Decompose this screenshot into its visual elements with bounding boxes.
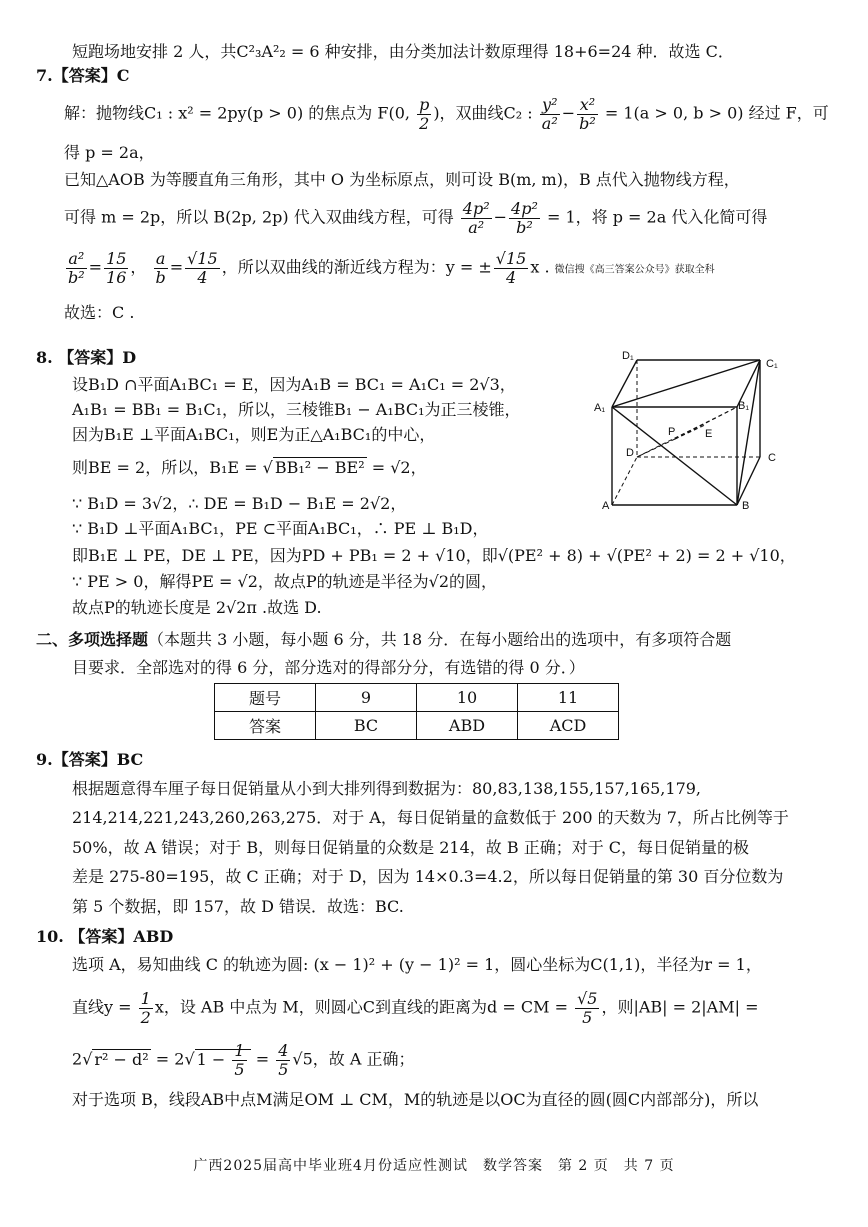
table-row [215,712,619,740]
table-cell: 题号 [215,684,316,712]
q7-line-4: 可得 m = 2p，所以 B(2p, 2p) 代入双曲线方程，可得 $\frac{\text{4p²}}{\text{a²}}$ − $\frac{\text{4p²}}{\text{b²}}$ = 1，将 p = 2a 代入化简可得 [64,199,768,237]
radical: r² − d² [94,1049,149,1069]
q8-line-7: 即B₁E ⊥ PE，DE ⊥ PE，因为PD + PB₁ = 2 + √10，即√(PE² + 8) + √(PE² + 2) = 2 + √10， [72,546,796,565]
text-seg: 可得 m = 2p，所以 B(2p, 2p) 代入双曲线方程，可得 [64,207,459,227]
table-cell: 10 [417,684,518,712]
fraction: $\frac{1}{2}$ [140,989,151,1027]
text-seg: )，双曲线C₂ : [433,103,538,123]
q9-line-5: 第 5 个数据，即 157，故 D 错误．故选：BC. [72,897,404,916]
fraction: $\frac{√5}{5}$ [577,989,598,1027]
text-seg: = 2 [150,1049,185,1069]
q7-line-2: 得 p = 2a， [64,143,155,162]
table-cell: BC [316,712,417,740]
q9-answer-title: 9.【答案】BC [36,750,144,769]
q10-answer-title: 10. 【答案】ABD [36,927,174,946]
label-d: D [626,447,634,459]
q9-line-3: 50%，故 A 错误；对于 B，则每日促销量的众数是 214，故 B 正确；对于 C，每日促销量的极 [72,838,750,857]
text-seg: = 1，将 p = 2a 代入化简可得 [541,207,768,227]
label-b: B [742,500,750,512]
q7-line-6: 故选：C . [64,303,135,322]
q7-line-3: 已知△AOB 为等腰直角三角形，其中 O 为坐标原点，则可设 B(m, m)，B 点代入抛物线方程， [64,170,740,189]
answer-table [214,683,619,740]
table-cell: 答案 [215,712,316,740]
page-footer: 广西2025届高中毕业班4月份适应性测试 数学答案 第 2 页 共 7 页 [193,1158,675,1174]
fraction: $\frac{\text{y²}}{\text{a²}}$ [541,95,558,133]
label-c1: C₁ [766,358,778,370]
label-a: A [602,500,610,512]
text-seg: 解：抛物线C₁ : x² = 2py(p > 0) 的焦点为 F(0, [64,103,416,123]
q8-line-4: 则BE = 2，所以，B₁E = √ BB₁² − BE² = √2， [72,458,427,477]
edge-c1-b [737,360,760,505]
q10-line-3: 2√ r² − d² = 2√ 1 − $\frac{1}{5}$ = $\frac{4}{5}$ √5，故 A 正确； [72,1041,415,1079]
watermark-note: 微信搜《高三答案公众号》获取全科 [554,264,715,276]
text-seg: = √2， [366,458,427,477]
table-row [215,684,619,712]
label-p: P [668,426,676,438]
fraction: $\frac{\text{x²}}{\text{b²}}$ [579,95,596,133]
label-e: E [705,428,713,440]
text-seg: = [250,1049,275,1069]
fraction: $\frac{4}{5}$ [278,1041,289,1079]
q8-answer-title: 8. 【答案】D [36,348,137,367]
q10-line-2 [72,990,759,1026]
q10-line-1: 选项 A，易知曲线 C 的轨迹为圆: (x − 1)² + (y − 1)² = 1，圆心坐标为C(1,1)，半径为r = 1， [72,955,762,974]
hidden-b1-d [637,407,737,457]
text-seg: = 1(a > 0, b > 0) 经过 F，可 [599,103,829,123]
text-seg: x，设 AB 中点为 M，则圆心C到直线的距离为d = CM = [154,997,574,1017]
q8-line-5: ∵ B₁D = 3√2，∴ DE = B₁D − B₁E = 2√2， [72,494,407,513]
q7-line-1: 解：抛物线C₁ : x² = 2py(p > 0) 的焦点为 F(0, $\frac{p}{2}$ )，双曲线C₂ : $\frac{\text{y²}}{\text{a²}}$ − $\frac{\text{x²}}{\text{b²}}$ = 1(a > 0, b > 0) 经过 F，可 [64,95,829,133]
hidden-edge-a-d [612,457,637,505]
text-seg: （本题共 3 小题，每小题 6 分，共 18 分．在每小题给出的选项中，有多项符合题 [148,630,732,649]
q8-line-8: ∵ PE > 0，解得PE = √2，故点P的轨迹是半径为√2的圆， [72,572,498,591]
label-c: C [768,452,776,464]
q7-line-5: $\frac{\text{a²}}{\text{b²}}$ = $\frac{15}{16}$ ， $\frac{a}{b}$ = $\frac{√15}{4}$ ，所以双曲线的渐近线方程为：y = ± $\frac{√15}{4}$ x . 微信搜《高三答案公众号》获取全科 [68,249,715,287]
text-seg: ，所以双曲线的渐近线方程为：y = ± [221,257,492,277]
text-seg: ，则|AB| = 2|AM| = [601,997,759,1017]
fraction: $\frac{a}{b}$ [155,249,166,287]
q8-line-1: 设B₁D ∩平面A₁BC₁ = E，因为A₁B = BC₁ = A₁C₁ = 2√3， [72,375,516,394]
fraction: $\frac{\text{4p²}}{\text{b²}}$ [511,199,538,237]
q9-line-2: 214,214,221,243,260,263,275．对于 A，每日促销量的盒数低于 200 的天数为 7，所占比例等于 [72,808,789,827]
fraction: $\frac{p}{2}$ [419,95,430,133]
fraction: $\frac{√15}{4}$ [187,249,218,287]
section-2-line-2: 目要求．全部选对的得 6 分，部分选对的得部分分，有选错的得 0 分．） [72,658,585,677]
table-cell: 9 [316,684,417,712]
label-a1: A₁ [594,402,606,414]
hidden-p-e [675,425,705,439]
fraction: $\frac{√15}{4}$ [495,249,527,287]
q8-line-6: ∵ B₁D ⊥平面A₁BC₁，PE ⊂平面A₁BC₁，∴ PE ⊥ B₁D， [72,519,489,538]
cube-diagram [592,347,792,517]
table-cell: ACD [518,712,619,740]
label-b1: B₁ [738,400,750,412]
q8-line-2: A₁B₁ = BB₁ = B₁C₁，所以，三棱锥B₁ − A₁BC₁为正三棱锥， [72,400,521,419]
fraction: $\frac{15}{16}$ [106,249,127,287]
text-seg: x . [530,257,550,277]
fraction: $\frac{\text{a²}}{\text{b²}}$ [68,249,85,287]
fraction: $\frac{\text{4p²}}{\text{a²}}$ [462,199,490,237]
q7-answer-title: 7.【答案】C [36,66,130,85]
text-seg: √5，故 A 正确； [292,1049,415,1069]
q8-line-9: 故点P的轨迹长度是 2√2π .故选 D. [72,598,322,617]
q9-line-4: 差是 275-80=195，故 C 正确；对于 D，因为 14×0.3=4.2，所以每日促销量的第 30 百分位数为 [72,867,784,886]
section-2-heading: 二、多项选择题 [36,630,149,649]
text-seg: 直线y = [72,997,137,1017]
section-2-line-1 [36,630,731,650]
fraction: $\frac{1}{5}$ [234,1041,245,1079]
table-cell: ABD [417,712,518,740]
label-d1: D₁ [622,350,634,362]
text-seg: 2 [72,1049,83,1069]
table-cell: 11 [518,684,619,712]
radical: 1 − $\frac{1}{5}$ [195,1049,251,1069]
text-seg: 则BE = 2，所以，B₁E = [72,458,263,477]
q9-line-1: 根据题意得车厘子每日促销量从小到大排列得到数据为：80,83,138,155,157,165,179, [72,779,702,798]
q8-line-3: 因为B₁E ⊥平面A₁BC₁，则E为正△A₁BC₁的中心， [72,425,436,444]
text-line: 短跑场地安排 2 人，共C²₃A²₂ = 6 种安排，由分类加法计数原理得 18+6=24 种．故选 C． [72,42,734,61]
radical: BB₁² − BE² [274,458,365,477]
q10-line-4: 对于选项 B，线段AB中点M满足OM ⊥ CM，M的轨迹是以OC为直径的圆(圆C内部部分)，所以 [72,1090,759,1109]
